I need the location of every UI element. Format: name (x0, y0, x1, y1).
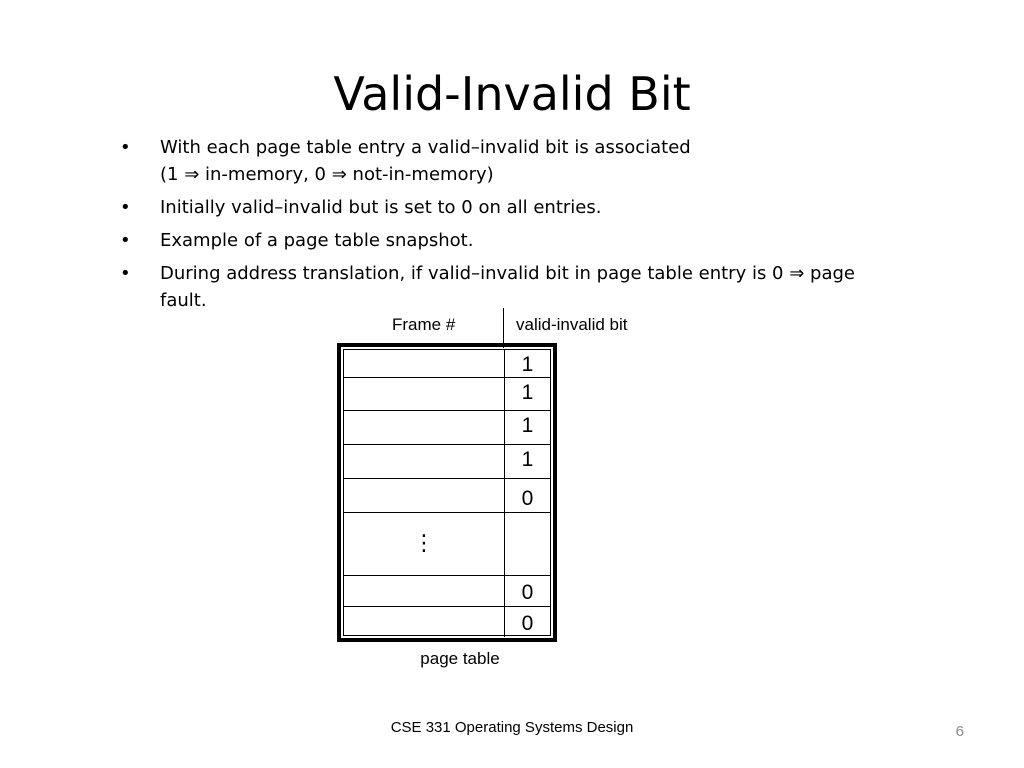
frame-cell (344, 445, 505, 478)
column-divider-line (503, 308, 504, 348)
valid-bit-cell (505, 513, 550, 575)
page-table-inner (343, 349, 551, 636)
table-row (344, 607, 550, 637)
bullet-marker: • (120, 137, 131, 158)
valid-bit-cell: 0 (521, 487, 534, 510)
table-row (344, 576, 550, 607)
valid-bit-cell: 1 (521, 381, 534, 404)
bullet-item (120, 227, 920, 254)
slide-footer: CSE 331 Operating Systems Design (390, 719, 634, 736)
frame-column-header: Frame # (392, 315, 456, 334)
valid-bit-cell: 1 (521, 414, 534, 437)
bullet-marker: • (120, 197, 131, 218)
frame-cell (344, 513, 505, 575)
bit-column-header: valid-invalid bit (516, 315, 628, 334)
bullet-text: With each page table entry a valid–invalid bit is associated (160, 137, 691, 158)
table-row (344, 513, 550, 576)
table-row (344, 411, 550, 445)
page-table (337, 343, 557, 642)
vertical-ellipsis: ⋮ (413, 530, 435, 555)
slide-title: Valid-Invalid Bit (333, 67, 691, 121)
bullet-item (120, 194, 920, 221)
bullet-text: (1 ⇒ in-memory, 0 ⇒ not-in-memory) (160, 164, 494, 185)
frame-cell (344, 411, 505, 444)
bullet-marker: • (120, 263, 131, 284)
bullet-text: fault. (160, 290, 207, 311)
bullet-text: During address translation, if valid–invalid bit in page table entry is 0 ⇒ page (160, 263, 855, 284)
page-number: 6 (955, 723, 964, 740)
page-table-caption: page table (420, 649, 500, 668)
frame-cell (344, 479, 505, 512)
table-row (344, 445, 550, 479)
bullet-item (120, 134, 920, 188)
valid-bit-cell: 1 (521, 353, 534, 376)
bullet-text: Initially valid–invalid but is set to 0 on all entries. (160, 197, 602, 218)
frame-cell (344, 378, 505, 410)
bullet-list (120, 134, 920, 320)
bullet-text: Example of a page table snapshot. (160, 230, 474, 251)
valid-bit-cell: 0 (521, 581, 534, 604)
table-row (344, 378, 550, 411)
table-row (344, 350, 550, 378)
frame-cell (344, 576, 505, 606)
bullet-item (120, 260, 920, 314)
bullet-marker: • (120, 230, 131, 251)
frame-cell (344, 607, 505, 637)
valid-bit-cell: 0 (521, 612, 534, 635)
valid-bit-cell: 1 (521, 448, 534, 471)
table-row (344, 479, 550, 513)
frame-cell (344, 350, 505, 377)
